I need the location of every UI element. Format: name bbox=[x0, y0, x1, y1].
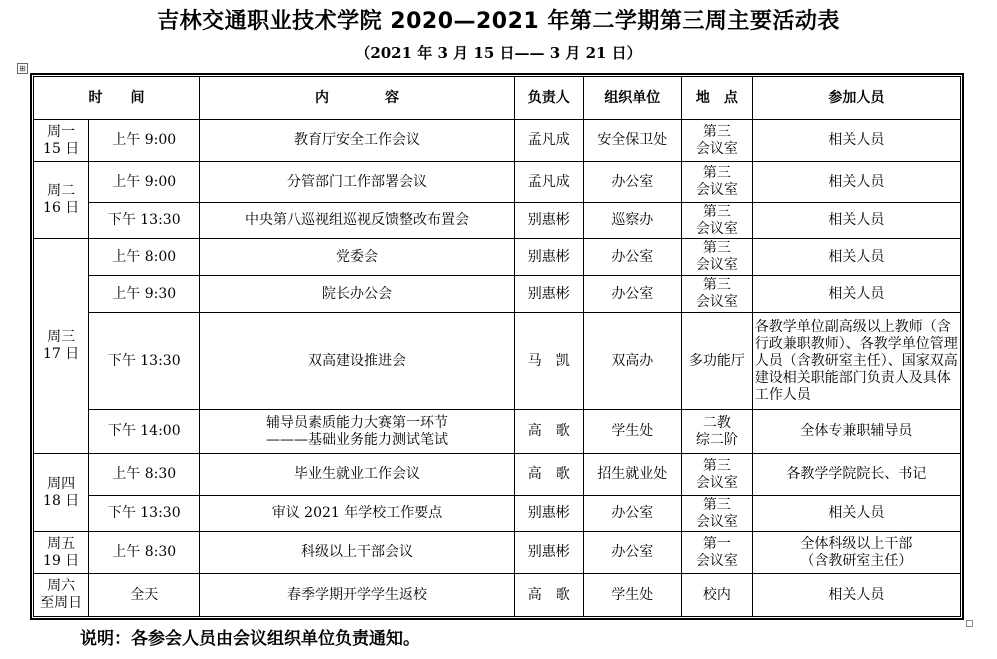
org-cell: 学生处 bbox=[583, 410, 681, 454]
day-cell: 周四 18 日 bbox=[34, 454, 89, 532]
time-cell: 上午 8:00 bbox=[89, 239, 200, 276]
content-cell: 春季学期开学学生返校 bbox=[200, 574, 515, 617]
time-cell: 下午 13:30 bbox=[89, 203, 200, 239]
time-cell: 下午 14:00 bbox=[89, 410, 200, 454]
content-cell: 分管部门工作部署会议 bbox=[200, 162, 515, 203]
header-person: 负责人 bbox=[514, 77, 583, 120]
person-cell: 高 歌 bbox=[514, 410, 583, 454]
content-cell: 毕业生就业工作会议 bbox=[200, 454, 515, 496]
org-cell: 办公室 bbox=[583, 496, 681, 532]
participants-cell: 相关人员 bbox=[752, 239, 960, 276]
header-participants: 参加人员 bbox=[752, 77, 960, 120]
participants-cell: 相关人员 bbox=[752, 276, 960, 313]
participants-cell: 相关人员 bbox=[752, 203, 960, 239]
place-cell: 第三 会议室 bbox=[682, 454, 753, 496]
place-cell: 多功能厅 bbox=[682, 313, 753, 410]
person-cell: 别惠彬 bbox=[514, 203, 583, 239]
content-cell: 院长办公会 bbox=[200, 276, 515, 313]
date-range: （2021 年 3 月 15 日—— 3 月 21 日） bbox=[355, 44, 642, 62]
org-cell: 双高办 bbox=[583, 313, 681, 410]
header-content: 内 容 bbox=[200, 77, 515, 120]
content-cell: 审议 2021 年学校工作要点 bbox=[200, 496, 515, 532]
place-cell: 第一 会议室 bbox=[682, 532, 753, 574]
content-cell: 教育厅安全工作会议 bbox=[200, 120, 515, 162]
time-cell: 全天 bbox=[89, 574, 200, 617]
content-cell: 辅导员素质能力大赛第一环节 ———基础业务能力测试笔试 bbox=[200, 410, 515, 454]
schedule-table bbox=[33, 76, 961, 617]
place-cell: 二教 综二阶 bbox=[682, 410, 753, 454]
table-row bbox=[34, 162, 961, 203]
content-cell: 中央第八巡视组巡视反馈整改布置会 bbox=[200, 203, 515, 239]
person-cell: 高 歌 bbox=[514, 454, 583, 496]
place-cell: 第三 会议室 bbox=[682, 162, 753, 203]
resize-handle[interactable] bbox=[966, 620, 973, 627]
time-cell: 上午 9:30 bbox=[89, 276, 200, 313]
day-cell: 周五 19 日 bbox=[34, 532, 89, 574]
table-row bbox=[34, 532, 961, 574]
participants-cell: 全体科级以上干部 （含教研室主任） bbox=[752, 532, 960, 574]
participants-cell: 各教学学院院长、书记 bbox=[752, 454, 960, 496]
table-row bbox=[34, 276, 961, 313]
day-cell: 周六 至周日 bbox=[34, 574, 89, 617]
page-title: 吉林交通职业技术学院 2020—2021 年第二学期第三周主要活动表 bbox=[157, 9, 840, 34]
place-cell: 第三 会议室 bbox=[682, 496, 753, 532]
place-cell: 第三 会议室 bbox=[682, 239, 753, 276]
place-cell: 第三 会议室 bbox=[682, 276, 753, 313]
table-row bbox=[34, 454, 961, 496]
person-cell: 高 歌 bbox=[514, 574, 583, 617]
org-cell: 办公室 bbox=[583, 276, 681, 313]
table-row bbox=[34, 496, 961, 532]
time-cell: 下午 13:30 bbox=[89, 496, 200, 532]
person-cell: 马 凯 bbox=[514, 313, 583, 410]
place-cell: 校内 bbox=[682, 574, 753, 617]
person-cell: 孟凡成 bbox=[514, 120, 583, 162]
participants-cell: 相关人员 bbox=[752, 496, 960, 532]
time-cell: 上午 9:00 bbox=[89, 162, 200, 203]
org-cell: 办公室 bbox=[583, 162, 681, 203]
header-org: 组织单位 bbox=[583, 77, 681, 120]
table-row bbox=[34, 203, 961, 239]
table-row bbox=[34, 313, 961, 410]
footnote: 说明：各参会人员由会议组织单位负责通知。 bbox=[80, 629, 420, 649]
place-cell: 第三 会议室 bbox=[682, 203, 753, 239]
person-cell: 别惠彬 bbox=[514, 496, 583, 532]
day-cell: 周二 16 日 bbox=[34, 162, 89, 239]
time-cell: 上午 8:30 bbox=[89, 532, 200, 574]
org-cell: 办公室 bbox=[583, 239, 681, 276]
participants-cell: 各教学单位副高级以上教师（含行政兼职教师）、各教学单位管理人员（含教研室主任）、国家双高建设相关职能部门负责人及具体工作人员 bbox=[752, 313, 960, 410]
person-cell: 别惠彬 bbox=[514, 532, 583, 574]
time-cell: 下午 13:30 bbox=[89, 313, 200, 410]
table-row bbox=[34, 120, 961, 162]
table-row bbox=[34, 239, 961, 276]
org-cell: 学生处 bbox=[583, 574, 681, 617]
content-cell: 双高建设推进会 bbox=[200, 313, 515, 410]
content-cell: 科级以上干部会议 bbox=[200, 532, 515, 574]
participants-cell: 相关人员 bbox=[752, 574, 960, 617]
header-row bbox=[34, 77, 961, 120]
header-place: 地 点 bbox=[682, 77, 753, 120]
org-cell: 安全保卫处 bbox=[583, 120, 681, 162]
person-cell: 别惠彬 bbox=[514, 239, 583, 276]
content-cell: 党委会 bbox=[200, 239, 515, 276]
table-row bbox=[34, 410, 961, 454]
day-cell: 周三 17 日 bbox=[34, 239, 89, 454]
participants-cell: 相关人员 bbox=[752, 120, 960, 162]
participants-cell: 相关人员 bbox=[752, 162, 960, 203]
day-cell: 周一 15 日 bbox=[34, 120, 89, 162]
org-cell: 办公室 bbox=[583, 532, 681, 574]
org-cell: 招生就业处 bbox=[583, 454, 681, 496]
table-row bbox=[34, 574, 961, 617]
person-cell: 别惠彬 bbox=[514, 276, 583, 313]
place-cell: 第三 会议室 bbox=[682, 120, 753, 162]
participants-cell: 全体专兼职辅导员 bbox=[752, 410, 960, 454]
time-cell: 上午 8:30 bbox=[89, 454, 200, 496]
person-cell: 孟凡成 bbox=[514, 162, 583, 203]
time-cell: 上午 9:00 bbox=[89, 120, 200, 162]
header-time: 时 间 bbox=[34, 77, 200, 120]
org-cell: 巡察办 bbox=[583, 203, 681, 239]
table-anchor-icon[interactable]: ⊞ bbox=[17, 63, 28, 74]
